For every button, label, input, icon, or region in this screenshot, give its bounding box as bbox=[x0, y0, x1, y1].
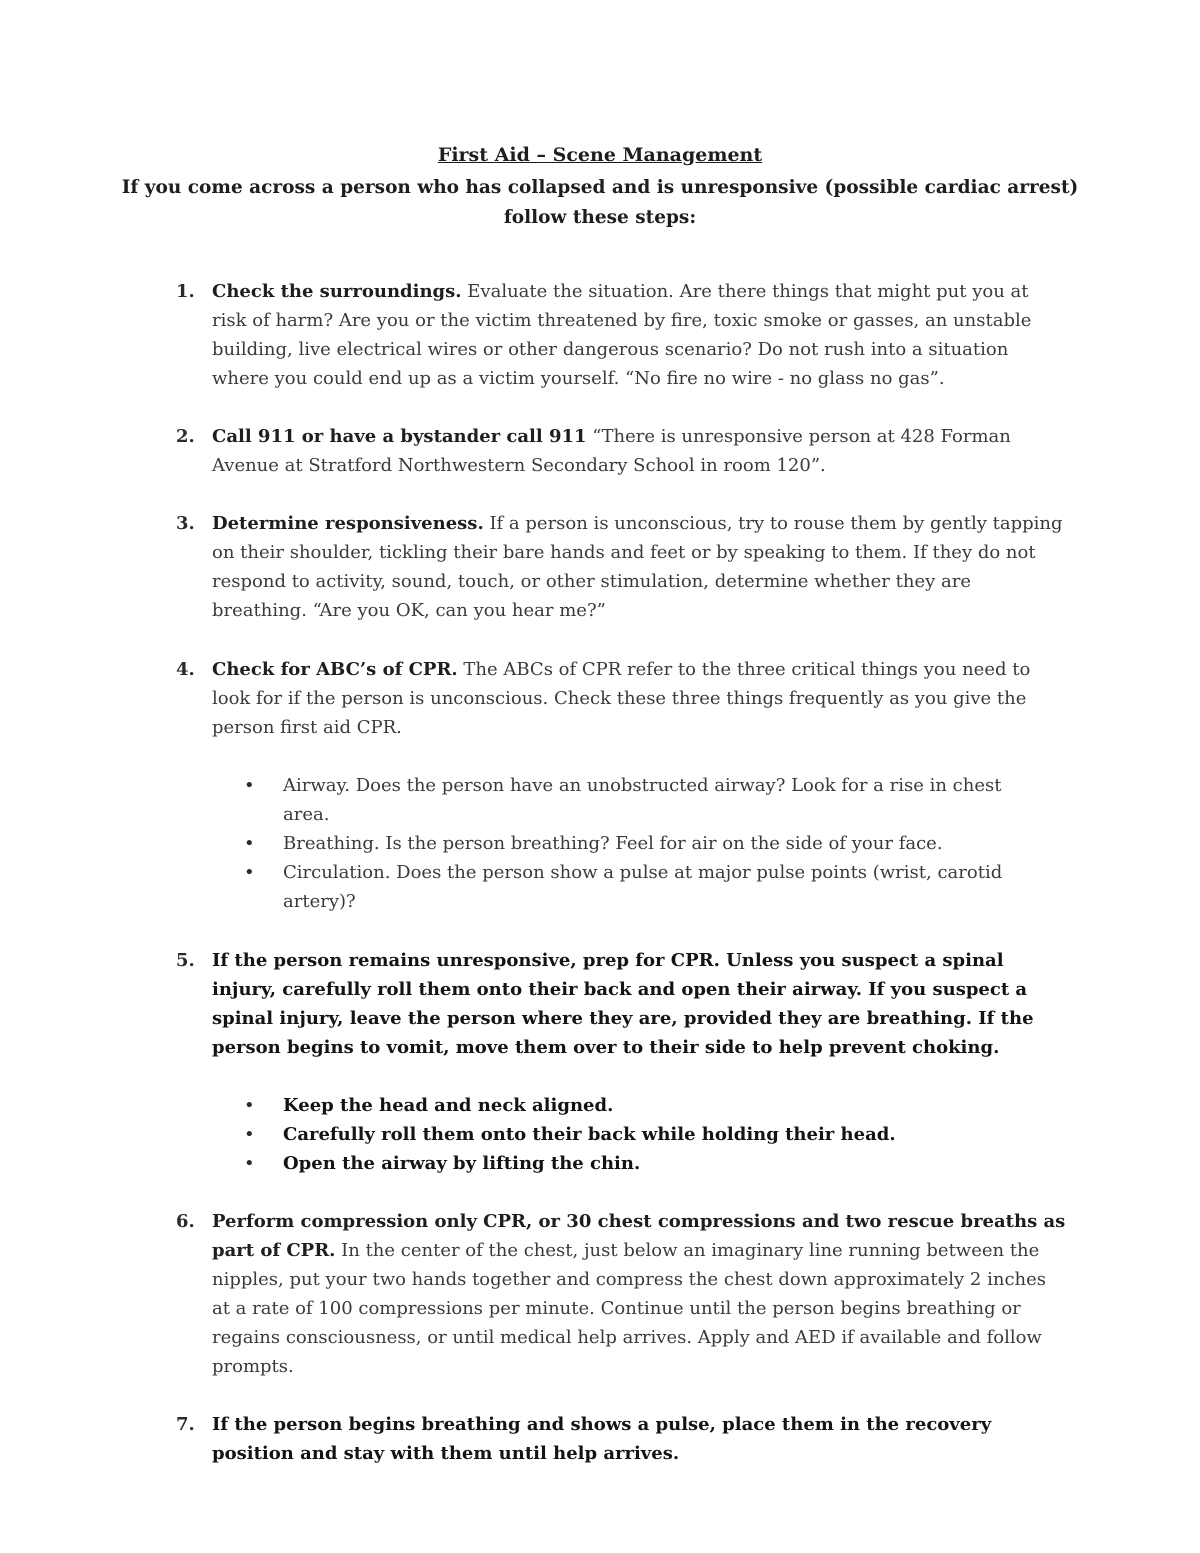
bullet-icon: • bbox=[244, 1153, 255, 1174]
step-text: If the person remains unresponsive, prep for CPR. Unless you suspect a spinal injury, carefully roll them onto their back and open their airway. If you suspect a spinal injury, leave the person where they are, provided they are breathing. If the person begins to vomit, move them over to their side to help prevent choking. bbox=[212, 950, 1034, 1058]
list-item bbox=[0, 771, 1200, 829]
step-detail: Evaluate the situation. Are there things that might put you at risk of harm? Are you or the victim threatened by fire, toxic smoke or gasses, an unstable building, live electrical wires or other dangerous scenario? Do not rush into a situation where you could end up as a victim yourself. “No fire no wire - no glass no gas”. bbox=[212, 281, 1032, 389]
bullet-icon: • bbox=[244, 1124, 255, 1145]
step-text: If the person begins breathing and shows a pulse, place them in the recovery position and stay with them until help arrives. bbox=[212, 1414, 992, 1464]
step-detail: The ABCs of CPR refer to the three critical things you need to look for if the person is unconscious. Check these three things frequently as you give the person first aid CPR. bbox=[212, 659, 1031, 738]
bullet-text: Airway. Does the person have an unobstructed airway? Look for a rise in chest area. bbox=[283, 775, 1002, 825]
step-number: 1. bbox=[176, 281, 195, 302]
step-text bbox=[212, 277, 1067, 393]
step-text bbox=[212, 422, 1067, 480]
step-detail: In the center of the chest, just below an imaginary line running between the nipples, put your two hands together and compress the chest down approximately 2 inches at a rate of 100 compressions per minute. Continue until the person begins breathing or regains consciousness, or until medical help arrives. Apply and AED if available and follow prompts. bbox=[212, 1240, 1047, 1377]
bullet-icon: • bbox=[244, 833, 255, 854]
step-text bbox=[212, 1207, 1067, 1381]
abc-bullet-list bbox=[0, 771, 1200, 916]
step-number: 2. bbox=[176, 426, 195, 447]
bullet-text: Breathing. Is the person breathing? Feel for air on the side of your face. bbox=[283, 833, 943, 854]
step-number: 5. bbox=[176, 950, 195, 971]
step-text bbox=[212, 509, 1067, 625]
step-number: 6. bbox=[176, 1211, 195, 1232]
step-text bbox=[212, 655, 1067, 742]
list-item bbox=[0, 858, 1200, 916]
bullet-icon: • bbox=[244, 1095, 255, 1116]
bullet-text: Carefully roll them onto their back while holding their head. bbox=[283, 1124, 896, 1145]
list-item bbox=[0, 1091, 1200, 1120]
list-item bbox=[0, 1120, 1200, 1149]
step-lead: Check the surroundings. bbox=[212, 281, 462, 302]
step-detail: If a person is unconscious, try to rouse them by gently tapping on their shoulder, tickling their bare hands and feet or by speaking to them. If they do not respond to activity, sound, touch, or other stimulation, determine whether they are breathing. “Are you OK, can you hear me?” bbox=[212, 513, 1063, 621]
bullet-icon: • bbox=[244, 775, 255, 796]
page-title: First Aid – Scene Management bbox=[437, 144, 763, 166]
bullet-text: Keep the head and neck aligned. bbox=[283, 1095, 614, 1116]
list-item bbox=[0, 1149, 1200, 1178]
step-detail: “There is unresponsive person at 428 Forman Avenue at Stratford Northwestern Secondary School in room 120”. bbox=[212, 426, 1011, 476]
step-lead: Perform compression only CPR, or 30 chest compressions and two rescue breaths as part of CPR. bbox=[212, 1211, 1066, 1261]
step-number: 7. bbox=[176, 1414, 195, 1435]
bullet-text: Circulation. Does the person show a pulse at major pulse points (wrist, carotid artery)? bbox=[283, 862, 1003, 912]
step-lead: Check for ABC’s of CPR. bbox=[212, 659, 458, 680]
step-lead: Call 911 or have a bystander call 911 bbox=[212, 426, 587, 447]
step-number: 3. bbox=[176, 513, 195, 534]
step-lead: Determine responsiveness. bbox=[212, 513, 484, 534]
list-item bbox=[0, 829, 1200, 858]
bullet-icon: • bbox=[244, 862, 255, 883]
bullet-text: Open the airway by lifting the chin. bbox=[283, 1153, 641, 1174]
cpr-prep-bullet-list bbox=[0, 1091, 1200, 1178]
page-subtitle: If you come across a person who has collapsed and is unresponsive (possible cardiac arrest) follow these steps: bbox=[121, 177, 1079, 228]
step-number: 4. bbox=[176, 659, 195, 680]
